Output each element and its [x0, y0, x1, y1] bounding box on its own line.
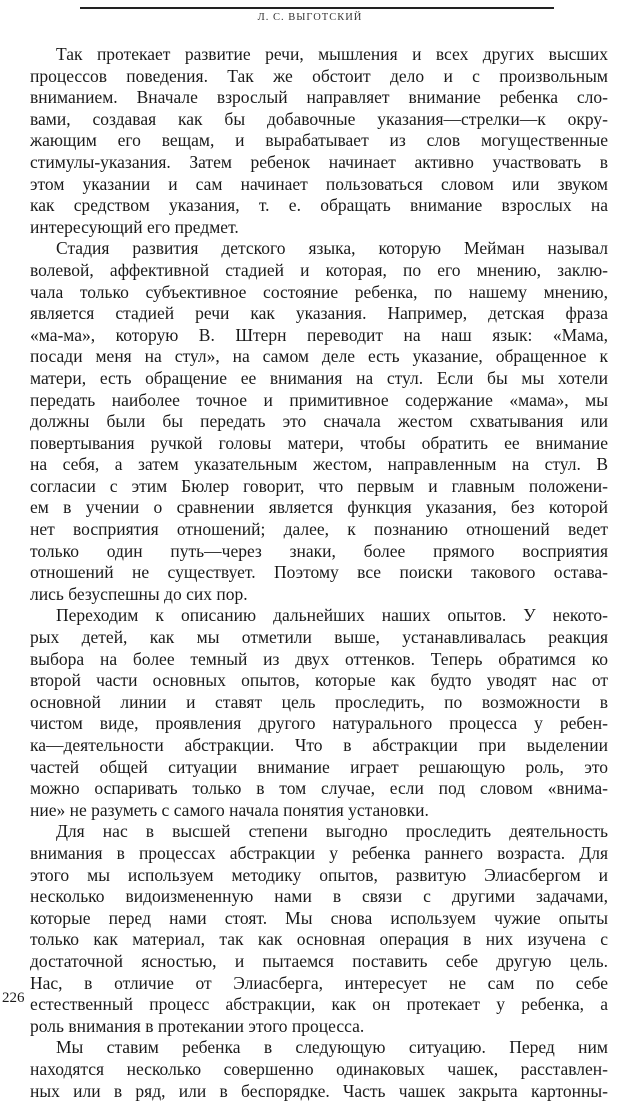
- text-line: рых детей, как мы отметили выше, устанавливалась реакция: [30, 627, 608, 649]
- text-line: этого мы используем методику опытов, развитую Элиасбергом и: [30, 865, 608, 887]
- text-line: этом указании и сам начинает пользоваться словом или звуком: [30, 174, 608, 196]
- text-line: отношений не существует. Поэтому все поиски такового остава-: [30, 562, 608, 584]
- text-line: на себя, а затем указательным жестом, направленным на стул. В: [30, 454, 608, 476]
- text-line: стимулы-указания. Затем ребенок начинает активно участвовать в: [30, 152, 608, 174]
- text-line: Переходим к описанию дальнейших наших опытов. У некото-: [30, 605, 608, 627]
- text-line: второй части основных опытов, которые как будто уводят нас от: [30, 670, 608, 692]
- page-number: 226: [2, 990, 25, 1007]
- text-line: основной линии и ставят цель проследить, по возможности в: [30, 692, 608, 714]
- text-line: ем в учении о сравнении является функция указания, без которой: [30, 497, 608, 519]
- paragraph: [30, 44, 608, 238]
- text-line: передать наиболее точное и примитивное содержание «мама», мы: [30, 390, 608, 412]
- text-line: роль внимания в протекании этого процесса.: [30, 1016, 608, 1038]
- paragraph: [30, 821, 608, 1037]
- paragraph: [30, 1037, 608, 1102]
- text-line: процессов поведения. Так же обстоит дело и с произвольным: [30, 66, 608, 88]
- text-line: Мы ставим ребенка в следующую ситуацию. Перед ним: [30, 1037, 608, 1059]
- text-line: выбора на более темный из двух оттенков. Теперь обратимся ко: [30, 649, 608, 671]
- text-line: ных или в ряд, или в беспорядке. Часть чашек закрыта картонны-: [30, 1081, 608, 1102]
- text-line: жающим его вещам, и вырабатывает из слов могущественные: [30, 130, 608, 152]
- text-line: чала только субъективное состояние ребенка, по нашему мнению,: [30, 282, 608, 304]
- header-rule: [80, 7, 554, 9]
- text-line: является стадией речи как указания. Например, детская фраза: [30, 303, 608, 325]
- running-head: Л. С. ВЫГОТСКИЙ: [0, 12, 620, 23]
- text-line: интересующий его предмет.: [30, 217, 608, 239]
- text-line: естественный процесс абстракции, как он протекает у ребенка, а: [30, 994, 608, 1016]
- text-line: Для нас в высшей степени выгодно проследить деятельность: [30, 821, 608, 843]
- text-line: чистом виде, проявления другого натурального процесса у ребен-: [30, 713, 608, 735]
- text-line: повертывания ручкой головы матери, чтобы обратить ее внимание: [30, 433, 608, 455]
- text-line: частей общей ситуации внимание играет решающую роль, это: [30, 757, 608, 779]
- text-line: нет восприятия отношений; далее, к познанию отношений ведет: [30, 519, 608, 541]
- text-line: только один путь—через знаки, более прямого восприятия: [30, 541, 608, 563]
- text-line: посади меня на стул», на самом деле есть указание, обращенное к: [30, 346, 608, 368]
- body-text: [30, 44, 608, 1102]
- text-line: Нас, в отличие от Элиасберга, интересует не сам по себе: [30, 973, 608, 995]
- text-line: лись безуспешны до сих пор.: [30, 584, 608, 606]
- text-line: Стадия развития детского языка, которую Мейман называл: [30, 238, 608, 260]
- text-line: должны были бы передать это сначала жестом схватывания или: [30, 411, 608, 433]
- text-line: как средством указания, т. е. обращать внимание взрослых на: [30, 195, 608, 217]
- text-line: вами, создавая как бы добавочные указания—стрелки—к окру-: [30, 109, 608, 131]
- text-line: достаточной ясностью, и пытаемся поставить себе другую цель.: [30, 951, 608, 973]
- text-line: можно оспаривать только в том случае, если под словом «внима-: [30, 778, 608, 800]
- text-line: несколько видоизмененную нами в связи с другими задачами,: [30, 886, 608, 908]
- paragraph: [30, 605, 608, 821]
- text-line: только как материал, так как основная операция в них изучена с: [30, 929, 608, 951]
- text-line: ка—деятельности абстракции. Что в абстракции при выделении: [30, 735, 608, 757]
- text-line: Так протекает развитие речи, мышления и всех других высших: [30, 44, 608, 66]
- text-line: вниманием. Вначале взрослый направляет внимание ребенка сло-: [30, 87, 608, 109]
- text-line: которые перед нами стоят. Мы снова используем чужие опыты: [30, 908, 608, 930]
- text-line: находятся несколько совершенно одинаковых чашек, расставлен-: [30, 1059, 608, 1081]
- text-line: ние» не разуметь с самого начала понятия установки.: [30, 800, 608, 822]
- text-line: внимания в процессах абстракции у ребенка раннего возраста. Для: [30, 843, 608, 865]
- text-line: волевой, аффективной стадией и которая, по его мнению, заклю-: [30, 260, 608, 282]
- text-line: матери, есть обращение ее внимания на стул. Если бы мы хотели: [30, 368, 608, 390]
- paragraph: [30, 238, 608, 605]
- text-line: согласии с этим Бюлер говорит, что первым и главным положени-: [30, 476, 608, 498]
- text-line: «ма-ма», которую В. Штерн переводит на наш язык: «Мама,: [30, 325, 608, 347]
